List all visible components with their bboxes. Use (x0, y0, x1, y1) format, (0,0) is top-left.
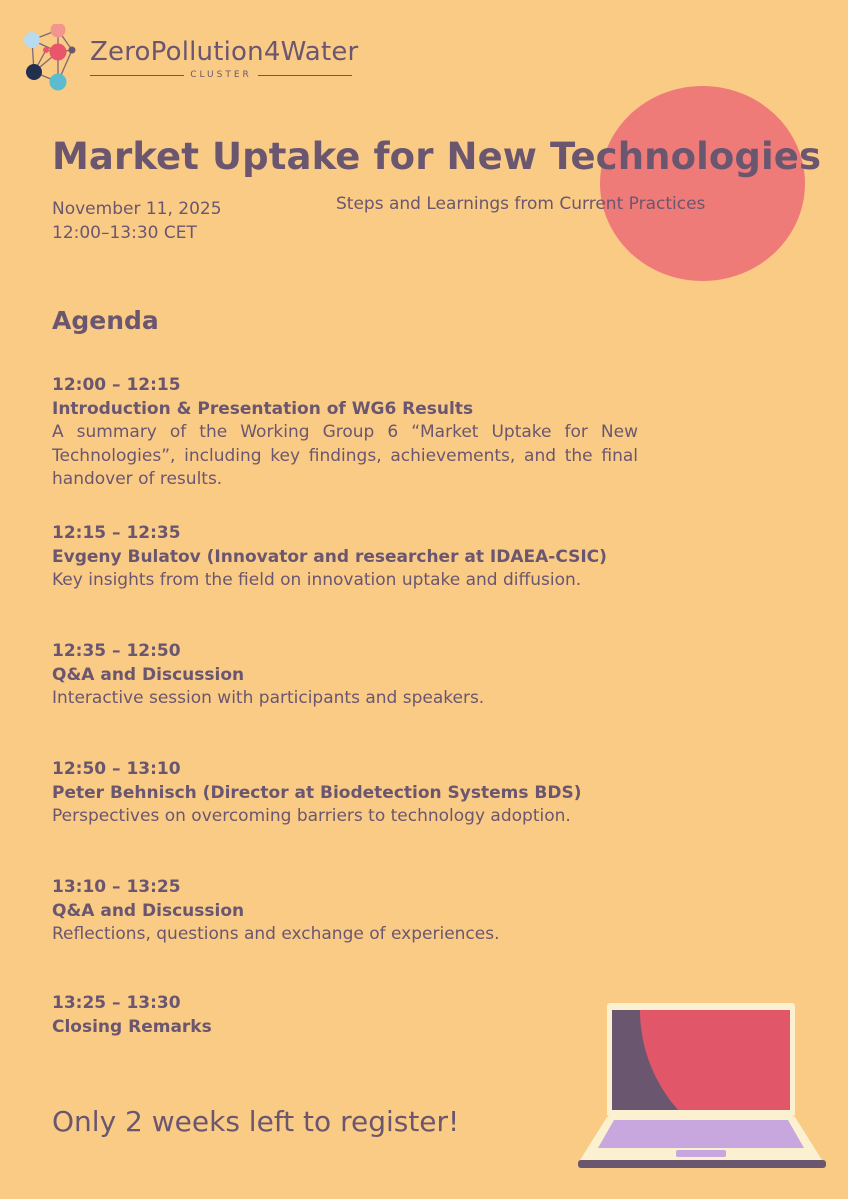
agenda-time: 12:15 – 12:35 (52, 523, 181, 543)
agenda-item-3 (52, 640, 638, 711)
decorative-circle (600, 86, 805, 281)
agenda-description: Interactive session with participants and speakers. (52, 688, 485, 708)
event-datetime (52, 197, 222, 245)
agenda-time: 13:25 – 13:30 (52, 993, 181, 1013)
brand-subtitle (90, 70, 352, 80)
agenda-title: Introduction & Presentation of WG6 Results (52, 398, 474, 419)
agenda-time: 13:10 – 13:25 (52, 877, 181, 897)
agenda-description: Key insights from the field on innovation uptake and diffusion. (52, 570, 582, 590)
agenda-item-5 (52, 876, 638, 947)
brand-subtitle-text: CLUSTER (184, 70, 258, 80)
event-date: November 11, 2025 (52, 199, 222, 219)
agenda-title: Evgeny Bulatov (Innovator and researcher at IDAEA-CSIC) (52, 546, 607, 567)
brand-logo (22, 24, 362, 94)
agenda-title: Peter Behnisch (Director at Biodetection Systems BDS) (52, 782, 582, 803)
agenda-title: Q&A and Discussion (52, 664, 245, 685)
event-time: 12:00–13:30 CET (52, 223, 197, 243)
agenda-item-4 (52, 758, 638, 829)
registration-call-to-action: Only 2 weeks left to register! (52, 1105, 460, 1138)
agenda-time: 12:00 – 12:15 (52, 375, 181, 395)
agenda-title: Closing Remarks (52, 1016, 212, 1037)
agenda-time: 12:35 – 12:50 (52, 641, 181, 661)
agenda-description: A summary of the Working Group 6 “Market Uptake for New Technologies”, including key findings, achievements, and the final handover of results. (52, 422, 638, 489)
agenda-item-6 (52, 992, 638, 1039)
agenda-title: Q&A and Discussion (52, 900, 245, 921)
agenda-item-1 (52, 374, 638, 492)
agenda-description: Perspectives on overcoming barriers to technology adoption. (52, 806, 571, 826)
agenda-heading: Agenda (52, 306, 159, 335)
agenda-time: 12:50 – 13:10 (52, 759, 181, 779)
molecule-network-logo-icon (22, 24, 88, 94)
agenda-item-2 (52, 522, 638, 593)
event-subtitle: Steps and Learnings from Current Practices (336, 194, 706, 214)
event-title: Market Uptake for New Technologies (52, 135, 822, 178)
agenda-description: Reflections, questions and exchange of experiences. (52, 924, 500, 944)
laptop-icon (578, 1000, 828, 1172)
brand-name: ZeroPollution4Water (90, 37, 359, 67)
